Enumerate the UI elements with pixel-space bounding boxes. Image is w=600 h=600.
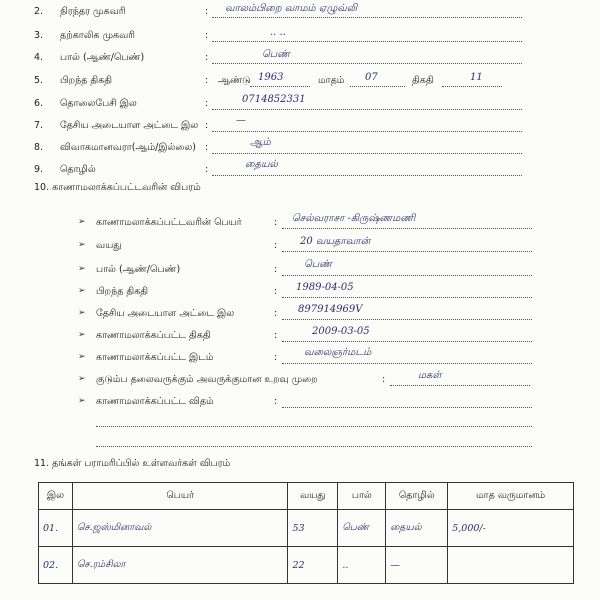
s10-value-gender: பெண் — [304, 259, 332, 270]
dob-month: 07 — [365, 72, 378, 83]
table-row — [39, 510, 574, 547]
col-header: இல — [39, 483, 73, 510]
table-cell: செ.ஜஸ்மினாவல் — [72, 510, 287, 547]
field-value-nic: — — [236, 115, 246, 126]
field-value-occupation: தையல் — [245, 159, 278, 170]
dob-year: 1963 — [258, 72, 284, 83]
dob-year-label: ஆண்டு — [218, 75, 251, 86]
col-header: தொழில் — [386, 483, 448, 510]
arrow-icon: ➢ — [78, 352, 86, 362]
s10-value-dob: 1989-04-05 — [296, 282, 354, 293]
table-cell: செ.ரம்சிலா — [72, 547, 287, 584]
colon: : — [274, 240, 278, 251]
field-label-phone: தொலைபேசி இல — [60, 98, 137, 109]
s10-value-name: செல்வராசா -கிருஷ்ணமணி — [292, 213, 416, 224]
dotted-line — [250, 86, 310, 87]
s10-value-age: 20 வயதாவான் — [300, 236, 371, 247]
dotted-line — [212, 131, 522, 132]
dotted-line — [442, 86, 502, 87]
table-cell — [448, 547, 574, 584]
field-num: 4. — [34, 52, 44, 63]
colon: : — [274, 330, 278, 341]
s10-value-nic: 897914969V — [298, 304, 363, 315]
colon: : — [205, 30, 209, 41]
colon: : — [205, 98, 209, 109]
s10-label-manner: காணாமலாக்கப்பட்ட விதம் — [96, 396, 214, 407]
colon: : — [205, 120, 209, 131]
field-label-permanent-address: நிரந்தர முகவரி — [60, 6, 126, 17]
field-label-nic: தேசிய அடையாள அட்டை இல — [60, 120, 199, 131]
arrow-icon: ➢ — [78, 286, 86, 296]
field-num: 3. — [34, 30, 44, 41]
field-label-occupation: தொழில் — [60, 164, 96, 175]
dob-month-label: மாதம் — [318, 75, 345, 86]
field-num: 2. — [34, 6, 44, 17]
colon: : — [274, 286, 278, 297]
dotted-line — [282, 341, 532, 342]
field-num: 7. — [34, 120, 44, 131]
arrow-icon: ➢ — [78, 374, 86, 384]
field-value-married: ஆம் — [250, 137, 271, 148]
arrow-icon: ➢ — [78, 308, 86, 318]
section-11-title: 11. தங்கள் பராமரிப்பில் உள்ளவர்கள் விபரம் — [34, 458, 231, 469]
field-num: 5. — [34, 75, 44, 86]
colon: : — [205, 75, 209, 86]
dotted-line — [96, 446, 532, 447]
s10-value-missing-place: வலைஞர்மடம் — [304, 347, 372, 358]
dotted-line — [212, 153, 522, 154]
s10-label-relationship: குடும்ப தலைவருக்கும் அவருக்குமான உறவு முறை — [96, 374, 318, 385]
field-label-dob: பிறந்த திகதி — [60, 75, 113, 86]
colon: : — [274, 352, 278, 363]
s10-value-relationship: மகள் — [418, 370, 442, 381]
colon: : — [205, 6, 209, 17]
field-value-permanent-address: வாலம்பிறை வாமம் ஏழுவ்லி — [225, 3, 358, 14]
arrow-icon: ➢ — [78, 396, 86, 406]
table-cell: .. — [338, 547, 386, 584]
table-cell: பெண் — [338, 510, 386, 547]
col-header: மாத வருமானம் — [448, 483, 574, 510]
arrow-icon: ➢ — [78, 264, 86, 274]
arrow-icon: ➢ — [78, 330, 86, 340]
table-cell: தையல் — [386, 510, 448, 547]
dotted-line — [282, 251, 532, 252]
s10-label-missing-place: காணாமலாக்கப்பட்ட இடம் — [96, 352, 214, 363]
table-cell: 5,000/- — [448, 510, 574, 547]
dotted-line — [282, 319, 532, 320]
colon: : — [274, 308, 278, 319]
s10-label-name: காணாமலாக்கப்பட்டவரின் பெயர் — [96, 217, 242, 228]
field-label-gender: பால் (ஆண்/பெண்) — [60, 52, 145, 63]
field-num: 8. — [34, 142, 44, 153]
dotted-line — [212, 17, 522, 18]
s10-label-nic: தேசிய அடையாள அட்டை இல — [96, 308, 235, 319]
arrow-icon: ➢ — [78, 240, 86, 250]
dob-day-label: திகதி — [412, 75, 434, 86]
dotted-line — [212, 63, 522, 64]
colon: : — [205, 52, 209, 63]
field-value-phone: 0714852331 — [242, 94, 306, 105]
dotted-line — [212, 109, 522, 110]
field-value-gender: பெண் — [262, 49, 290, 60]
s10-label-gender: பால் (ஆண்/பெண்) — [96, 264, 181, 275]
s10-value-missing-date: 2009-03-05 — [312, 326, 370, 337]
field-label-temp-address: தற்காலிக முகவரி — [60, 30, 136, 41]
dotted-line — [390, 385, 530, 386]
col-header: பெயர் — [72, 483, 287, 510]
colon: : — [205, 142, 209, 153]
table-cell: 02. — [39, 547, 73, 584]
table-cell: 01. — [39, 510, 73, 547]
s10-label-dob: பிறந்த திகதி — [96, 286, 149, 297]
col-header: பால் — [338, 483, 386, 510]
dotted-line — [282, 228, 532, 229]
field-label-married: விவாகமானவரா(ஆம்/இல்லை) — [60, 142, 196, 153]
dotted-line — [282, 407, 532, 408]
dob-day: 11 — [470, 72, 483, 83]
colon: : — [274, 217, 278, 228]
dotted-line — [212, 41, 522, 42]
colon: : — [274, 264, 278, 275]
dotted-line — [282, 363, 532, 364]
table-header-row — [39, 483, 574, 510]
table-cell: — — [386, 547, 448, 584]
s10-label-age: வயது — [96, 240, 122, 251]
table-cell: 22 — [288, 547, 338, 584]
colon: : — [205, 164, 209, 175]
table-row — [39, 547, 574, 584]
arrow-icon: ➢ — [78, 217, 86, 227]
table-cell: 53 — [288, 510, 338, 547]
dotted-line — [350, 86, 405, 87]
dotted-line — [212, 175, 522, 176]
field-value-temp-address: .. .. — [270, 27, 286, 38]
colon: : — [382, 374, 386, 385]
colon: : — [274, 396, 278, 407]
field-num: 6. — [34, 98, 44, 109]
dotted-line — [96, 426, 532, 427]
field-num: 9. — [34, 164, 44, 175]
col-header: வயது — [288, 483, 338, 510]
dotted-line — [282, 297, 532, 298]
section-10-title: 10. காணாமலாக்கப்பட்டவரின் விபரம் — [34, 182, 201, 193]
dotted-line — [282, 275, 532, 276]
dependents-table — [38, 482, 574, 584]
s10-label-missing-date: காணாமலாக்கப்பட்ட திகதி — [96, 330, 211, 341]
